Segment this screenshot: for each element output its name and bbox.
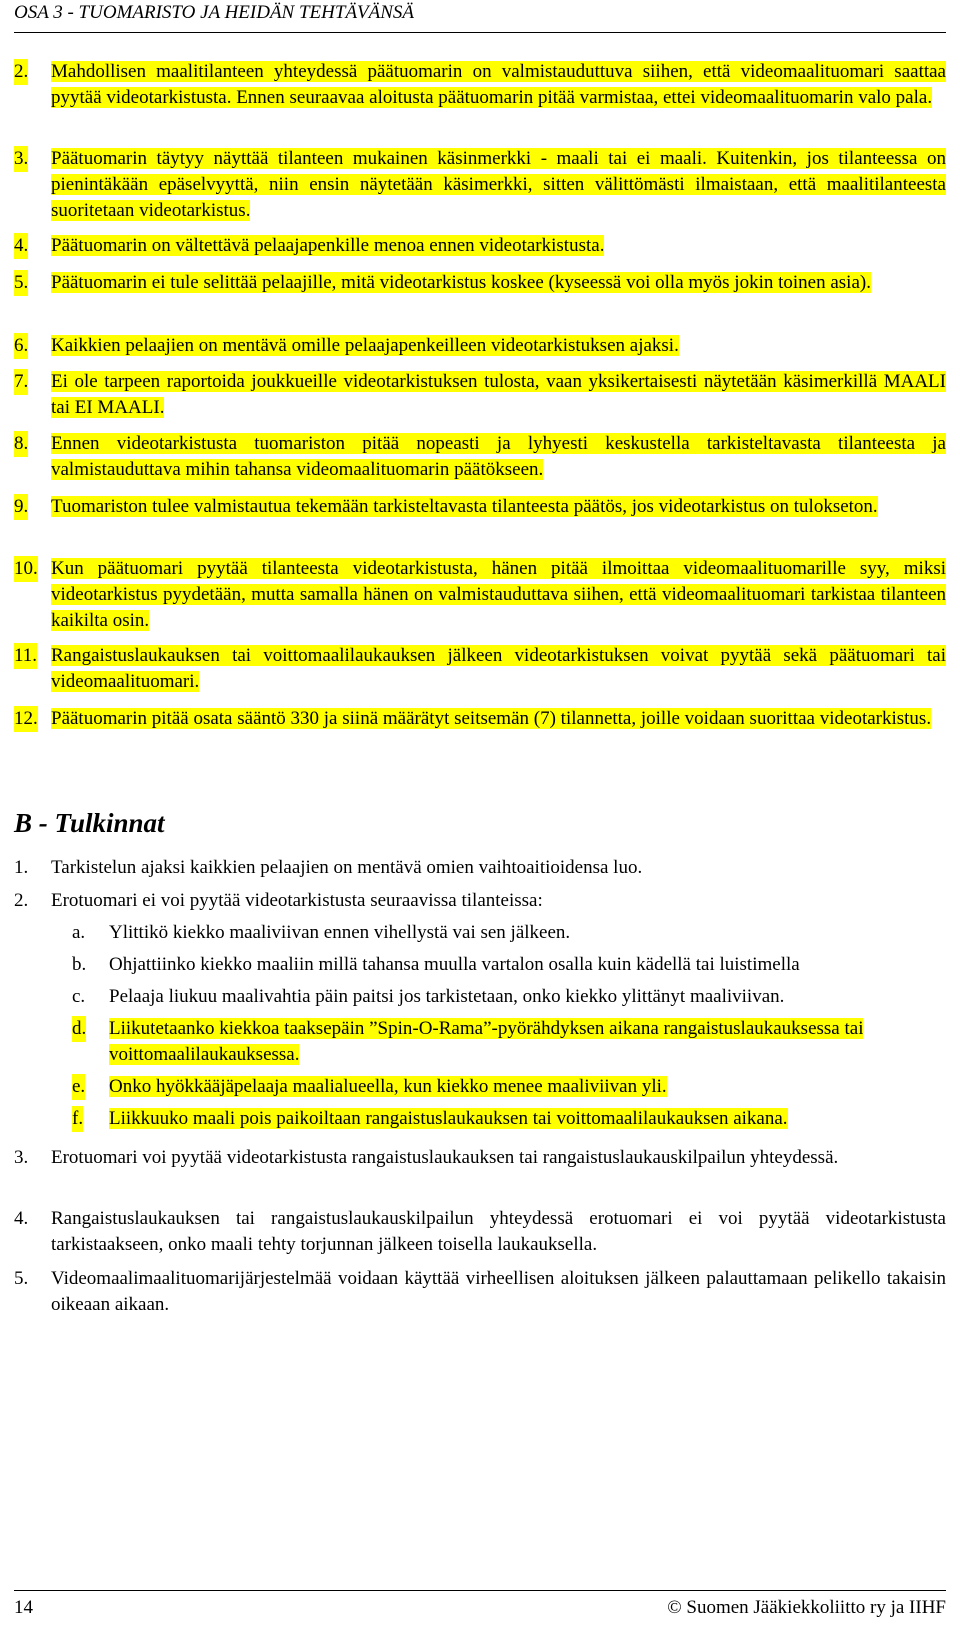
page-number: 14 — [14, 1597, 33, 1618]
sub-list-item — [72, 1106, 946, 1132]
item-number: 6. — [14, 333, 28, 359]
item-text: Kun päätuomari pyytää tilanteesta videotarkistusta, hänen pitää ilmoittaa videomaalituomarille syy, miksi videotarkistus pyydetään, mutta samalla hänen on valmistauduttava siihen, että videomaalituomari tarkistaa tilanteen kaikilta osin. — [51, 558, 946, 631]
list-item — [14, 431, 946, 483]
item-text: Tarkistelun ajaksi kaikkien pelaajien on mentävä omien vaihtoaitioidensa luo. — [51, 857, 643, 878]
list-item — [14, 333, 946, 359]
list-item — [14, 888, 946, 914]
item-text: Erotuomari voi pyytää videotarkistusta rangaistuslaukauksen tai rangaistuslaukauskilpailun yhteydessä. — [51, 1147, 839, 1168]
list-item — [14, 1266, 946, 1318]
section-heading: B - Tulkinnat — [14, 808, 165, 838]
list-item — [14, 556, 946, 634]
list-item — [14, 59, 946, 111]
list-item — [14, 1145, 946, 1171]
item-text: Liikutetaanko kiekkoa taaksepäin ”Spin-O-Rama”-pyörähdyksen aikana rangaistuslaukauksessa tai voittomaalilaukauksessa. — [109, 1018, 864, 1065]
item-number: 7. — [14, 369, 28, 395]
item-number: 5. — [14, 1268, 29, 1289]
list-item — [14, 1206, 946, 1258]
sub-list-item — [72, 984, 946, 1010]
item-number: 3. — [14, 146, 28, 172]
item-text: Ei ole tarpeen raportoida joukkueille videotarkistuksen tulosta, vaan yksikertaisesti näytetään käsimerkillä MAALI tai EI MAALI. — [51, 371, 946, 418]
item-number: 12. — [14, 706, 38, 732]
item-text: Rangaistuslaukauksen tai rangaistuslaukauskilpailun yhteydessä erotuomari ei voi pyytää videotarkistusta tarkistaakseen, onko maali tehty torjunnan jälkeen toisella laukauksella. — [51, 1208, 946, 1255]
item-letter: f. — [72, 1106, 83, 1132]
footer-divider — [14, 1590, 946, 1591]
list-item — [14, 706, 946, 732]
item-number: 4. — [14, 1208, 29, 1229]
item-letter: a. — [72, 922, 86, 943]
item-number: 3. — [14, 1147, 29, 1168]
list-item — [14, 369, 946, 421]
item-text: Kaikkien pelaajien on mentävä omille pelaajapenkeilleen videotarkistuksen ajaksi. — [51, 335, 679, 356]
item-letter: e. — [72, 1074, 85, 1100]
item-text: Päätuomarin täytyy näyttää tilanteen mukainen käsinmerkki - maali tai ei maali. Kuitenkin, jos tilanteessa on pienintäkään epäselvyyttä, niin ensin näytetään käsimerkki, sitten välittömästi ilmaistaan, että maalitilanteesta suoritetaan videotarkistus. — [51, 148, 946, 221]
item-number: 11. — [14, 643, 37, 669]
item-letter: c. — [72, 986, 86, 1007]
item-number: 10. — [14, 556, 38, 582]
sub-list-item — [72, 1074, 946, 1100]
list-item — [14, 855, 946, 881]
item-number: 1. — [14, 857, 29, 878]
item-text: Päätuomarin ei tule selittää pelaajille, mitä videotarkistus koskee (kyseessä voi olla myös jokin toinen asia). — [51, 272, 871, 293]
item-number: 8. — [14, 431, 28, 457]
item-text: Ylittikö kiekko maaliviivan ennen vihellystä vai sen jälkeen. — [109, 922, 571, 943]
item-text: Tuomariston tulee valmistautua tekemään tarkisteltavasta tilanteesta päätös, jos videotarkistus on tulokseton. — [51, 496, 878, 517]
list-item — [14, 643, 946, 695]
header-divider — [14, 32, 946, 33]
list-item — [14, 233, 946, 259]
list-item — [14, 146, 946, 224]
sub-list-item — [72, 1016, 946, 1068]
footer-copyright: © Suomen Jääkiekkoliitto ry ja IIHF — [667, 1597, 946, 1618]
item-text: Erotuomari ei voi pyytää videotarkistusta seuraavissa tilanteissa: — [51, 890, 543, 911]
item-letter: b. — [72, 954, 87, 975]
item-number: 5. — [14, 270, 28, 296]
item-text: Päätuomarin pitää osata sääntö 330 ja siinä määrätyt seitsemän (7) tilannetta, joille voidaan suorittaa videotarkistus. — [51, 708, 932, 729]
item-text: Ennen videotarkistusta tuomariston pitää nopeasti ja lyhyesti keskustella tarkisteltavasta tilanteesta ja valmistauduttava mihin tahansa videomaalituomarin päätökseen. — [51, 433, 946, 480]
item-text: Ohjattiinko kiekko maaliin millä tahansa muulla vartalon osalla kuin kädellä tai luistimella — [109, 954, 800, 975]
item-number: 2. — [14, 59, 28, 85]
item-text: Mahdollisen maalitilanteen yhteydessä päätuomarin on valmistauduttuva siihen, että videomaalituomari saattaa pyytää videotarkistusta. Ennen seuraavaa aloitusta päätuomarin pitää varmistaa, ettei videomaalituomarin valo pala. — [51, 61, 946, 108]
item-number: 2. — [14, 890, 29, 911]
item-text: Päätuomarin on vältettävä pelaajapenkille menoa ennen videotarkistusta. — [51, 235, 605, 256]
sub-list-item — [72, 952, 946, 978]
item-text: Videomaalimaalituomarijärjestelmää voidaan käyttää virheellisen aloituksen jälkeen palauttamaan pelikello takaisin oikeaan aikaan. — [51, 1268, 946, 1315]
item-text: Onko hyökkääjäpelaaja maalialueella, kun kiekko menee maaliviivan yli. — [109, 1076, 667, 1097]
item-number: 9. — [14, 494, 28, 520]
list-item — [14, 270, 946, 296]
list-item — [14, 494, 946, 520]
sub-list-item — [72, 920, 946, 946]
item-text: Liikkuuko maali pois paikoiltaan rangaistuslaukauksen tai voittomaalilaukauksen aikana. — [109, 1108, 788, 1129]
item-text: Pelaaja liukuu maalivahtia päin paitsi jos tarkistetaan, onko kiekko ylittänyt maaliviivan. — [109, 986, 785, 1007]
header-title: OSA 3 - TUOMARISTO JA HEIDÄN TEHTÄVÄNSÄ — [14, 2, 415, 23]
item-number: 4. — [14, 233, 28, 259]
item-letter: d. — [72, 1016, 86, 1042]
page-header — [0, 0, 960, 36]
item-text: Rangaistuslaukauksen tai voittomaalilaukauksen jälkeen videotarkistuksen voivat pyytää sekä päätuomari tai videomaalituomari. — [51, 645, 946, 692]
